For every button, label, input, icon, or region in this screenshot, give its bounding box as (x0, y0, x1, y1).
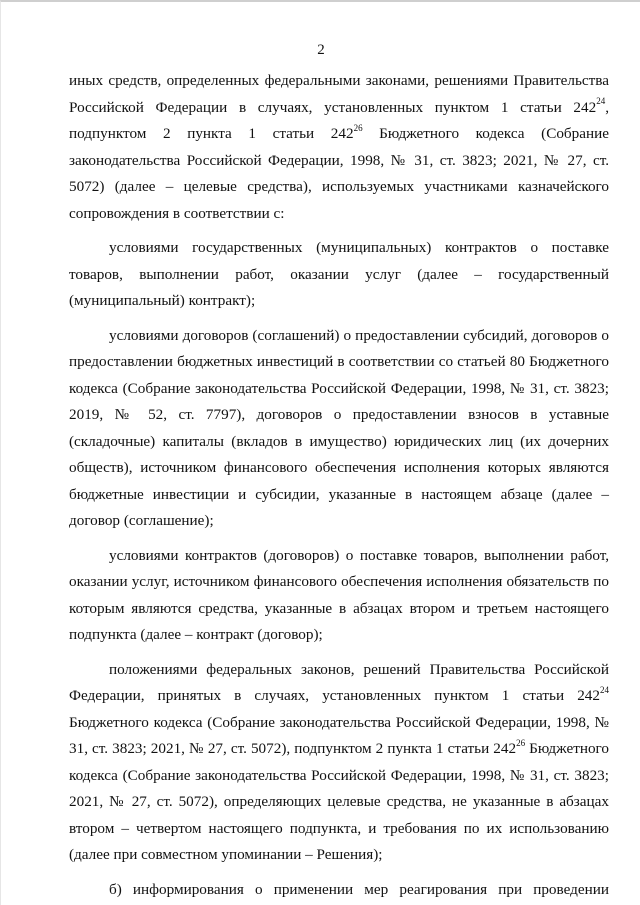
text-run: условиями договоров (соглашений) о предоставлении субсидий, договоров о предоставлении бюджетных инвестиций в соответствии со статьей 80 Бюджетного кодекса (Собрание законодательства Российской Федерации, 1998, № 31, ст. 3823; 2019, № 52, ст. 7797), договоров о предоставлении взносов в уставные (складочные) капиталы (вкладов в имущество) юридических лиц (их дочерних обществ), источником финансового обеспечения исполнения которых являются бюджетные инвестиции и субсидии, указанные в настоящем абзаце (далее – договор (соглашение); (69, 326, 609, 529)
paragraph-p1 (69, 68, 609, 227)
paragraph-p3 (69, 323, 609, 535)
paragraph-p2 (69, 235, 609, 315)
text-run: условиями государственных (муниципальных) контрактов о поставке товаров, выполнении работ, оказании услуг (далее – государственный (муниципальный) контракт); (69, 239, 609, 309)
superscript-index: 24 (600, 684, 609, 695)
text-run: Бюджетного кодекса (Собрание законодательства Российской Федерации, 1998, № 31, ст. 3823; 2021, № 27, ст. 5072), определяющих целевые средства, не указанные в абзацах втором – четвертом настоящего подпункта, и требования по их использованию (далее при совместном упоминании – Решения); (69, 740, 609, 863)
text-run: б) информирования о применении мер реагирования при проведении (109, 880, 609, 898)
document-body (69, 68, 609, 903)
text-run: Бюджетного кодекса (Собрание законодательства Российской Федерации, 1998, № 31, ст. 3823; 2021, № 27, ст. 5072) (далее – целевые средства), используемых участниками казначейского сопровождения в соответствии с: (69, 125, 609, 222)
text-run: Бюджетного кодекса (Собрание законодательства Российской Федерации, 1998, № 31, ст. 3823; 2021, № 27, ст. 5072), подпунктом 2 пункта 1 статьи 242 (69, 713, 609, 757)
text-run: , подпунктом 2 пункта 1 статьи 242 (69, 98, 609, 142)
text-run: иных средств, определенных федеральными законами, решениями Правительства Российской Федерации в случаях, установленных пунктом 1 статьи 242 (69, 72, 609, 116)
superscript-index: 26 (516, 737, 526, 748)
text-run: условиями контрактов (договоров) о поставке товаров, выполнении работ, оказании услуг, источником финансового обеспечения исполнения обязательств по которым являются средства, указанные в абзацах втором и третьем настоящего подпункта (далее – контракт (договор); (69, 546, 609, 643)
paragraph-p4 (69, 543, 609, 649)
paragraph-p5 (69, 657, 609, 869)
paragraph-p6 (69, 877, 609, 904)
superscript-index: 24 (596, 96, 606, 107)
page-number: 2 (317, 42, 325, 58)
text-run: положениями федеральных законов, решений Правительства Российской Федерации, принятых в случаях, установленных пунктом 1 статьи 242 (69, 660, 609, 704)
superscript-index: 26 (353, 122, 363, 133)
